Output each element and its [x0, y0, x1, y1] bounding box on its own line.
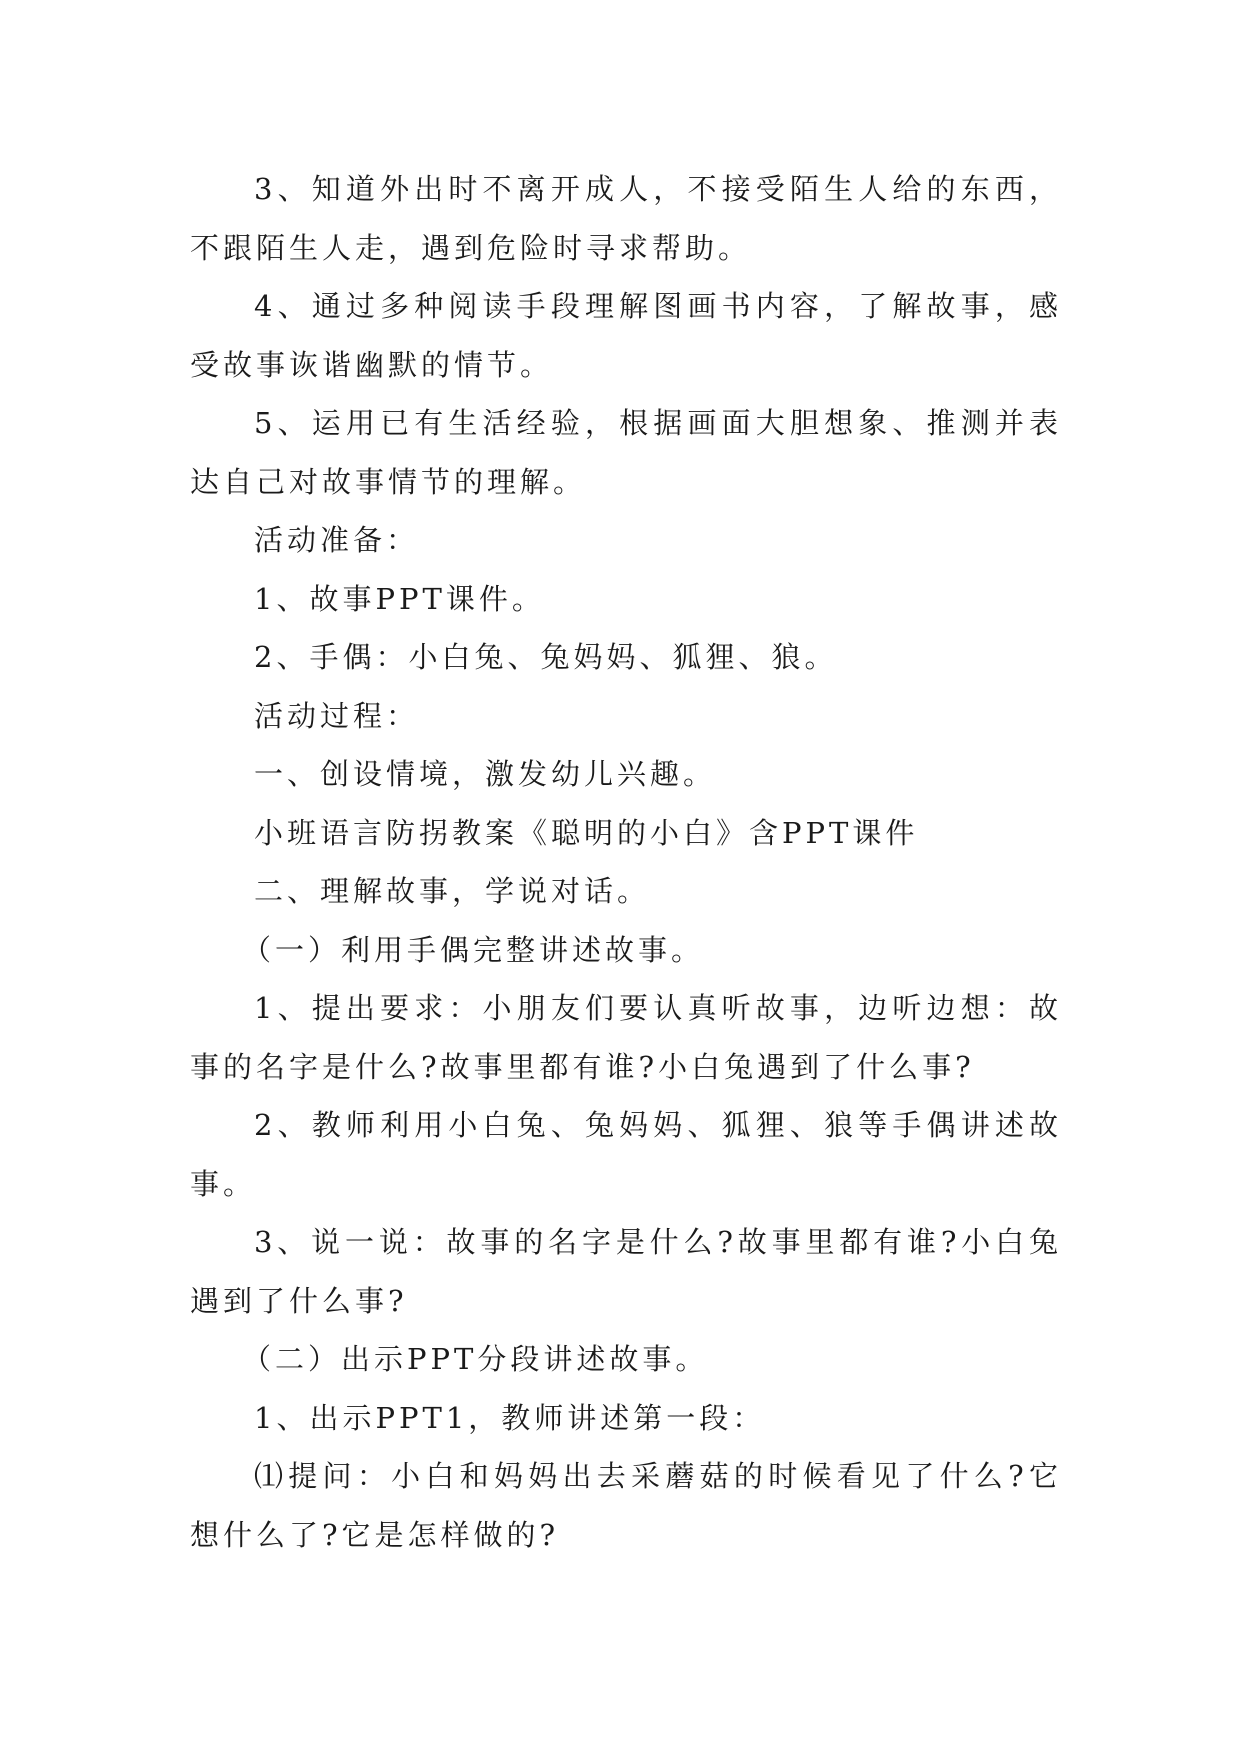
paragraph-substep-a: （一）利用手偶完整讲述故事。 [242, 932, 705, 967]
document-body [190, 160, 1062, 1564]
paragraph-step-1: 一、创设情境，激发幼儿兴趣。 [254, 757, 717, 791]
paragraph-substep-a-1: 1、提出要求：小朋友们要认真听故事，边听边想：故事的名字是什么?故事里都有谁?小白兔遇到了什么事? [190, 991, 1062, 1084]
paragraph-question-1: ⑴提问：小白和妈妈出去采蘑菇的时候看见了什么?它想什么了?它是怎样做的? [190, 1459, 1062, 1552]
paragraph-substep-a-3: 3、说一说：故事的名字是什么?故事里都有谁?小白兔遇到了什么事? [190, 1225, 1062, 1318]
paragraph-goal-4: 4、通过多种阅读手段理解图画书内容，了解故事，感受故事诙谐幽默的情节。 [190, 289, 1062, 382]
paragraph-substep-b: （二）出示PPT分段讲述故事。 [242, 1342, 709, 1376]
paragraph-substep-b-1: 1、出示PPT1，教师讲述第一段： [254, 1400, 766, 1435]
paragraph-prep-1: 1、故事PPT课件。 [254, 581, 545, 616]
heading-activity-preparation: 活动准备： [254, 523, 420, 557]
paragraph-goal-3: 3、知道外出时不离开成人，不接受陌生人给的东西，不跟陌生人走，遇到危险时寻求帮助。 [190, 172, 1062, 265]
paragraph-prep-2: 2、手偶：小白兔、兔妈妈、狐狸、狼。 [254, 640, 838, 674]
paragraph-goal-5: 5、运用已有生活经验，根据画面大胆想象、推测并表达自己对故事情节的理解。 [190, 406, 1062, 499]
heading-activity-process: 活动过程： [254, 698, 420, 733]
paragraph-step-2: 二、理解故事，学说对话。 [254, 874, 651, 908]
paragraph-lesson-title: 小班语言防拐教案《聪明的小白》含PPT课件 [254, 815, 919, 850]
paragraph-substep-a-2: 2、教师利用小白兔、兔妈妈、狐狸、狼等手偶讲述故事。 [190, 1108, 1062, 1201]
